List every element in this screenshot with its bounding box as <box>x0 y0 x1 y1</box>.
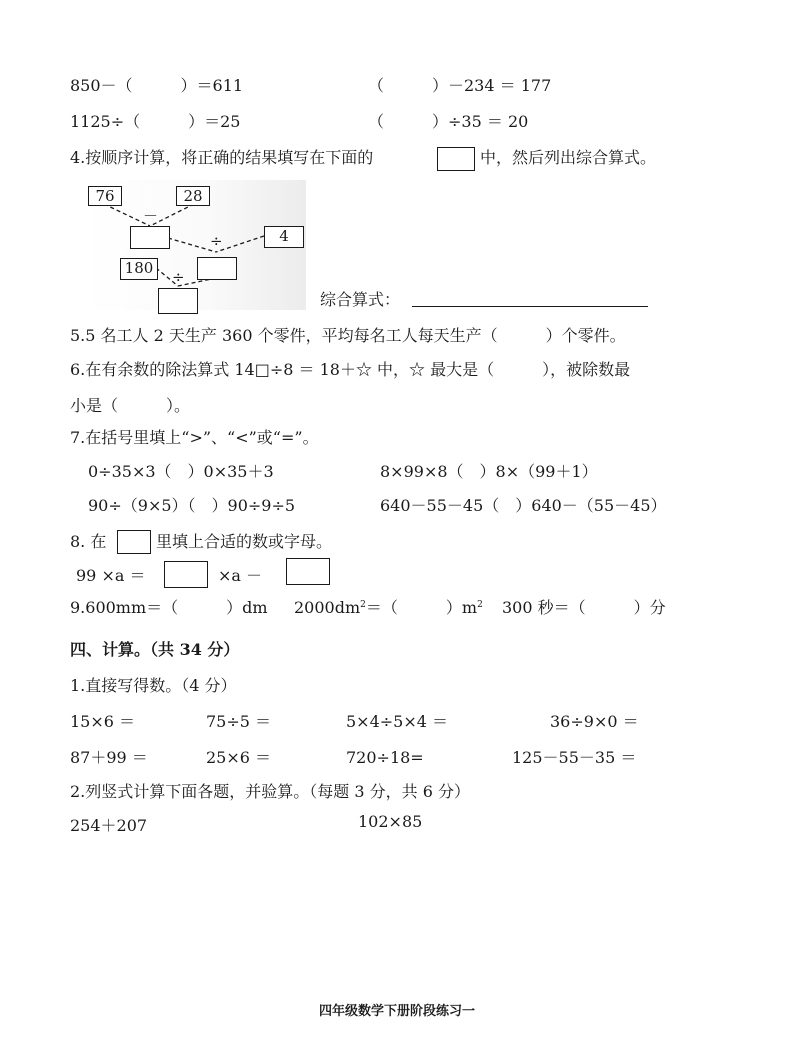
flow-result-box-2 <box>197 257 237 280</box>
flow-number-180: 180 <box>120 258 158 280</box>
calc-item: 87＋99 ＝ <box>70 748 148 767</box>
section4-q1-title: 1.直接写得数。（4 分） <box>70 676 237 695</box>
calc-item: 720÷18= <box>346 748 424 767</box>
equation-div-35: （ ）÷35 ＝ 20 <box>368 112 529 131</box>
flow-number-76: 76 <box>88 186 122 206</box>
flow-result-box-final <box>158 288 198 314</box>
q8-text-after: 里填上合适的数或字母。 <box>156 532 333 551</box>
calc-item: 125－55－35 ＝ <box>512 748 637 767</box>
flow-operator-divide-2: ÷ <box>172 268 185 286</box>
q6-line2: 小是（ ）。 <box>70 396 191 415</box>
q7-compare-b: 8×99×8（ ）8×（99＋1） <box>380 462 598 481</box>
combined-formula-label: 综合算式： <box>320 290 401 309</box>
vertical-calc-b: 102×85 <box>358 812 423 831</box>
equation-850: 850－（ ）＝611 <box>70 76 244 95</box>
q8-answer-box-1 <box>164 561 208 588</box>
q9-mm-to-dm: 9.600mm＝（ ）dm <box>70 598 268 617</box>
q7-compare-d: 640－55－45（ ）640－（55－45） <box>380 496 667 515</box>
calc-item: 15×6 ＝ <box>70 712 136 731</box>
combined-formula-line <box>412 306 648 307</box>
q8-text-before: 8. 在 <box>70 532 107 551</box>
q9-sec-to-min: 300 秒＝（ ）分 <box>502 598 666 617</box>
q4-text-before: 4.按顺序计算，将正确的结果填写在下面的 <box>70 148 374 167</box>
calc-item: 25×6 ＝ <box>206 748 272 767</box>
flow-result-box-1 <box>130 226 170 249</box>
q6-line1: 6.在有余数的除法算式 14□÷8 ＝ 18＋☆ 中，☆ 最大是（ ），被除数最 <box>70 360 631 379</box>
section4-q2-title: 2.列竖式计算下面各题，并验算。（每题 3 分，共 6 分） <box>70 782 470 801</box>
section4-title: 四、计算。（共 34 分） <box>70 640 240 659</box>
q8-inline-box <box>117 530 151 554</box>
q4-text-after: 中，然后列出综合算式。 <box>480 148 657 167</box>
calc-item: 5×4÷5×4 ＝ <box>346 712 449 731</box>
flow-operator-divide-1: ÷ <box>210 232 223 250</box>
flow-operator-minus: － <box>143 207 159 225</box>
vertical-calc-a: 254＋207 <box>70 816 148 835</box>
page-footer: 四年级数学下册阶段练习一 <box>318 1004 475 1019</box>
calc-item: 75÷5 ＝ <box>206 712 272 731</box>
flow-number-4: 4 <box>264 226 304 248</box>
q5-text: 5.5 名工人 2 天生产 360 个零件，平均每名工人每天生产（ ）个零件。 <box>70 326 626 345</box>
q8-expr-mid: ×a － <box>218 566 263 585</box>
q8-expr-left: 99 ×a ＝ <box>76 566 146 585</box>
q7-compare-a: 0÷35×3（ ）0×35＋3 <box>88 462 274 481</box>
equation-minus-234: （ ）－234 ＝ 177 <box>368 76 552 95</box>
q7-compare-c: 90÷（9×5）（ ）90÷9÷5 <box>88 496 296 515</box>
q7-title: 7.在括号里填上“>”、“<”或“=”。 <box>70 428 319 447</box>
q9-dm2-to-m2: $2000dm^2=$（ ）$m^2$ <box>294 598 483 617</box>
calc-item: 36÷9×0 ＝ <box>550 712 639 731</box>
flow-number-28: 28 <box>176 186 210 206</box>
equation-1125: 1125÷（ ）＝25 <box>70 112 241 131</box>
q8-answer-box-2 <box>286 558 330 585</box>
